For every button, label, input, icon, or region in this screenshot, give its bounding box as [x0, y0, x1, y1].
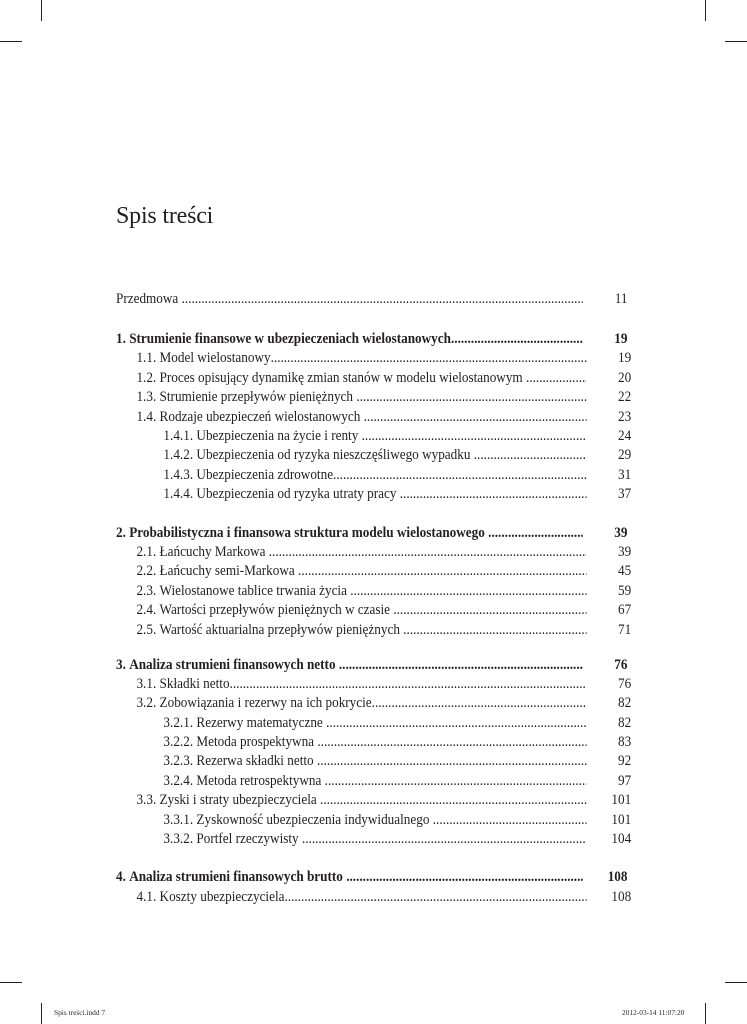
- toc-entry-number: 1.4.3.: [163, 467, 197, 483]
- toc-entry-number: 4.1.: [136, 889, 160, 905]
- toc-leader-dots: [325, 772, 587, 791]
- toc-page-number: 92: [618, 753, 632, 769]
- toc-entry-number: 2.3.: [136, 583, 160, 599]
- toc-section-entry: [116, 675, 631, 694]
- toc-entry-number: 3.3.1.: [163, 812, 197, 828]
- toc-page-number: 19: [614, 331, 628, 347]
- toc-page-number: 71: [618, 622, 632, 638]
- toc-leader-dots: [474, 446, 587, 465]
- toc-leader-dots: [372, 694, 587, 713]
- toc-entry-title: Wartości przepływów pieniężnych w czasie: [159, 602, 394, 618]
- toc-entry-number: 2.2.: [136, 563, 160, 579]
- toc-page-number: 108: [607, 869, 628, 885]
- toc-page-number: 23: [618, 409, 632, 425]
- toc-entry-title: Ubezpieczenia na życie i renty: [196, 428, 362, 444]
- toc-page-number: 82: [618, 715, 632, 731]
- toc-entry-number: 3.2.: [136, 695, 160, 711]
- toc-entry-title: Wielostanowe tablice trwania życia: [159, 583, 351, 599]
- toc-page-number: 24: [618, 428, 632, 444]
- toc-chapter-entry: [116, 868, 631, 887]
- toc-leader-dots: [403, 621, 586, 640]
- toc-page-number: 37: [618, 486, 632, 502]
- toc-section-entry: [116, 601, 631, 620]
- toc-entry-number: 1.4.: [136, 409, 160, 425]
- toc-leader-dots: [298, 562, 587, 581]
- toc-leader-dots: [346, 868, 583, 887]
- toc-entry-number: 4.: [116, 869, 130, 885]
- toc-entry-title: Probabilistyczna i finansowa struktura modelu wielostanowego: [129, 525, 489, 541]
- page-title: Spis treści: [116, 203, 214, 229]
- toc-subsection-entry: [116, 811, 631, 830]
- toc-section-entry: [116, 543, 631, 562]
- toc-leader-dots: [320, 791, 587, 810]
- toc-page-number: 59: [618, 583, 632, 599]
- toc-leader-dots: [230, 675, 587, 694]
- toc-entry-number: 1.4.1.: [163, 428, 197, 444]
- toc-section-entry: [116, 888, 631, 907]
- toc-page-number: 39: [618, 544, 632, 560]
- crop-mark: [0, 41, 22, 42]
- toc-chapter-entry: [116, 330, 631, 349]
- toc-chapter-entry: [116, 524, 631, 543]
- toc-entry-title: Przedmowa: [116, 291, 182, 307]
- toc-leader-dots: [302, 830, 587, 849]
- toc-leader-dots: [317, 733, 586, 752]
- toc-entry-number: 3.2.2.: [163, 734, 197, 750]
- crop-mark: [705, 1003, 706, 1024]
- toc-leader-dots: [488, 524, 583, 543]
- toc-page-number: 97: [618, 773, 632, 789]
- toc-page-number: 39: [614, 525, 628, 541]
- toc-entry-title: Koszty ubezpieczyciela: [159, 889, 285, 905]
- toc-section-entry: [116, 388, 631, 407]
- crop-mark: [41, 1003, 42, 1024]
- toc-entry-number: 1.1.: [136, 350, 160, 366]
- toc-entry-title: Metoda prospektywna: [196, 734, 318, 750]
- toc-entry-title: Ubezpieczenia od ryzyka utraty pracy: [196, 486, 400, 502]
- toc-entry-number: 3.3.2.: [163, 831, 197, 847]
- toc-leader-dots: [269, 543, 587, 562]
- crop-mark: [41, 0, 42, 21]
- toc-entry-title: Analiza strumieni finansowych netto: [129, 657, 339, 673]
- toc-entry-number: 3.2.1.: [163, 715, 197, 731]
- toc-section-entry: [116, 562, 631, 581]
- crop-mark: [725, 41, 747, 42]
- slug-timestamp: 2012-03-14 11:07:20: [622, 1008, 685, 1017]
- toc-leader-dots: [333, 466, 587, 485]
- toc-section-entry: [116, 621, 631, 640]
- toc-page-number: 108: [611, 889, 632, 905]
- toc-page-number: 76: [614, 657, 628, 673]
- toc-entry-number: 2.: [116, 525, 130, 541]
- toc-entry-number: 1.: [116, 331, 130, 347]
- toc-entry-number: 3.2.4.: [163, 773, 197, 789]
- toc-page-number: 22: [618, 389, 632, 405]
- toc-leader-dots: [271, 349, 587, 368]
- toc-section-entry: [116, 791, 631, 810]
- toc-entry-number: 3.: [116, 657, 130, 673]
- toc-subsection-entry: [116, 485, 631, 504]
- toc-entry-number: 3.2.3.: [163, 753, 197, 769]
- toc-page-number: 83: [618, 734, 632, 750]
- toc-entry-number: 1.4.4.: [163, 486, 197, 502]
- toc-entry-number: 1.2.: [136, 370, 160, 386]
- toc-subsection-entry: [116, 772, 631, 791]
- toc-section-entry: [116, 369, 631, 388]
- toc-entry-title: Łańcuchy semi-Markowa: [159, 563, 299, 579]
- toc-page-number: 11: [614, 291, 628, 307]
- toc-page-number: 31: [618, 467, 632, 483]
- toc-section-entry: [116, 582, 631, 601]
- toc-entry-title: Wartość aktuarialna przepływów pieniężnych: [159, 622, 404, 638]
- toc-entry-title: Analiza strumieni finansowych brutto: [129, 869, 347, 885]
- toc-entry-title: Ubezpieczenia zdrowotne: [196, 467, 334, 483]
- toc-leader-dots: [526, 369, 587, 388]
- toc-entry-title: Portfel rzeczywisty: [196, 831, 302, 847]
- toc-entry-title: Model wielostanowy: [159, 350, 271, 366]
- toc-subsection-entry: [116, 714, 631, 733]
- toc-leader-dots: [350, 582, 586, 601]
- toc-section-entry: [116, 349, 631, 368]
- toc-entry-title: Rezerwy matematyczne: [196, 715, 327, 731]
- toc-leader-dots: [362, 427, 587, 446]
- toc-entry-number: 1.3.: [136, 389, 160, 405]
- toc-entry-title: Strumienie finansowe w ubezpieczeniach wielostanowych: [129, 331, 451, 347]
- toc-subsection-entry: [116, 466, 631, 485]
- toc-subsection-entry: [116, 733, 631, 752]
- toc-entry-number: 1.4.2.: [163, 447, 197, 463]
- toc-entry-title: Łańcuchy Markowa: [159, 544, 269, 560]
- toc-page-number: 101: [611, 812, 632, 828]
- crop-mark: [0, 982, 22, 983]
- toc-leader-dots: [356, 388, 586, 407]
- toc-page-number: 29: [618, 447, 632, 463]
- toc-entry-number: 2.4.: [136, 602, 160, 618]
- toc-entry-title: Metoda retrospektywna: [196, 773, 325, 789]
- toc-subsection-entry: [116, 830, 631, 849]
- toc-leader-dots: [451, 330, 583, 349]
- toc-entry-number: 2.5.: [136, 622, 160, 638]
- toc-leader-dots: [326, 714, 586, 733]
- toc-page-number: 45: [618, 563, 632, 579]
- toc-entry-title: Proces opisujący dynamikę zmian stanów w modelu wielostanowym: [159, 370, 526, 386]
- toc-page-number: 76: [618, 676, 632, 692]
- toc-page-number: 67: [618, 602, 632, 618]
- toc-entry-title: Zyski i straty ubezpieczyciela: [159, 792, 321, 808]
- toc-leader-dots: [182, 290, 583, 309]
- toc-page-number: 20: [618, 370, 632, 386]
- toc-entry-number: 3.3.: [136, 792, 160, 808]
- toc-page-number: 104: [611, 831, 632, 847]
- toc-entry-number: 3.1.: [136, 676, 160, 692]
- toc-leader-dots: [284, 888, 586, 907]
- toc-leader-dots: [400, 485, 587, 504]
- toc-entry-number: 2.1.: [136, 544, 160, 560]
- toc-entry-title: Zobowiązania i rezerwy na ich pokrycie: [159, 695, 372, 711]
- crop-mark: [725, 982, 747, 983]
- toc-entry-title: Zyskowność ubezpieczenia indywidualnego: [196, 812, 433, 828]
- toc-leader-dots: [364, 408, 587, 427]
- toc-leader-dots: [339, 656, 583, 675]
- slug-filename: Spis treści.indd 7: [54, 1008, 106, 1017]
- toc-entry-title: Rodzaje ubezpieczeń wielostanowych: [159, 409, 364, 425]
- toc-subsection-entry: [116, 427, 631, 446]
- toc-chapter-entry: [116, 290, 631, 309]
- toc-entry-title: Strumienie przepływów pieniężnych: [159, 389, 357, 405]
- crop-mark: [705, 0, 706, 21]
- toc-leader-dots: [317, 752, 587, 771]
- toc-page-number: 82: [618, 695, 632, 711]
- toc-chapter-entry: [116, 656, 631, 675]
- toc-entry-title: Rezerwa składki netto: [196, 753, 317, 769]
- toc-section-entry: [116, 408, 631, 427]
- toc-page-number: 19: [618, 350, 632, 366]
- toc-page-number: 101: [611, 792, 632, 808]
- toc-entry-title: Składki netto: [159, 676, 230, 692]
- toc-leader-dots: [393, 601, 586, 620]
- toc-entry-title: Ubezpieczenia od ryzyka nieszczęśliwego wypadku: [196, 447, 474, 463]
- toc-leader-dots: [433, 811, 587, 830]
- toc-subsection-entry: [116, 752, 631, 771]
- toc-section-entry: [116, 694, 631, 713]
- toc-subsection-entry: [116, 446, 631, 465]
